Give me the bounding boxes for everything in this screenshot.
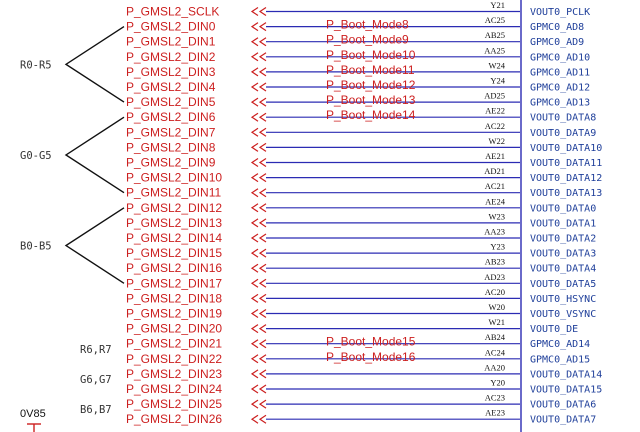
- pin-ball-label: W24: [488, 60, 505, 71]
- signal-name-label: P_GMSL2_DIN5: [126, 95, 216, 110]
- pin-ball-label: AB24: [484, 332, 505, 343]
- group-brackets: [27, 27, 124, 432]
- pin-ball-label: AE23: [485, 407, 505, 418]
- off-page-connector-icon: [252, 128, 266, 136]
- pin-ball-label: AD23: [484, 271, 505, 282]
- group-label: B0-B5: [20, 240, 52, 253]
- signal-name-label: P_GMSL2_DIN22: [126, 351, 223, 366]
- off-page-connector-icon: [252, 38, 266, 46]
- net-name-label: VOUT0_HSYNC: [530, 293, 597, 305]
- net-name-label: VOUT0_DATA11: [530, 158, 603, 169]
- boot-mode-label: P_Boot_Mode13: [326, 93, 416, 108]
- off-page-connector-icon: [252, 8, 266, 16]
- net-name-label: GPMC0_AD12: [530, 82, 591, 94]
- net-name-label: VOUT0_DATA6: [530, 399, 597, 411]
- net-name-label: VOUT0_DATA14: [530, 369, 603, 381]
- net-name-label: VOUT0_DATA15: [530, 384, 603, 396]
- net-name-label: VOUT0_DATA9: [530, 127, 597, 139]
- pin-ball-label: AC24: [484, 347, 505, 358]
- pin-ball-label: AC25: [484, 15, 505, 26]
- signal-name-label: P_GMSL2_DIN20: [126, 321, 223, 336]
- net-name-label: GPMC0_AD13: [530, 97, 591, 109]
- signal-name-label: P_GMSL2_DIN18: [126, 291, 223, 306]
- net-name-label: GPMC0_AD14: [530, 339, 591, 351]
- off-page-connector-icon: [252, 53, 266, 61]
- group-bracket: [66, 117, 124, 193]
- net-name-label: GPMC0_AD11: [530, 67, 591, 79]
- net-name-label: VOUT0_DATA0: [530, 203, 597, 215]
- pin-ball-label: W20: [488, 302, 505, 312]
- net-name-label: VOUT0_DATA4: [530, 263, 597, 275]
- boot-mode-label: P_Boot_Mode10: [326, 47, 416, 62]
- off-page-connector-icon: [252, 68, 266, 76]
- off-page-connector-icon: [252, 204, 266, 212]
- off-page-connector-icon: [252, 310, 266, 318]
- net-name-label: VOUT0_VSYNC: [530, 309, 597, 320]
- signal-name-label: P_GMSL2_DIN25: [126, 397, 223, 412]
- pin-ball-label: W21: [488, 317, 505, 328]
- off-page-connector-icon: [252, 279, 266, 287]
- pin-ball-label: AD21: [484, 166, 505, 177]
- off-page-connector-icon: [252, 385, 266, 393]
- group-bracket: [66, 208, 124, 283]
- signal-name-label: P_GMSL2_DIN8: [126, 140, 216, 155]
- signal-name-label: P_GMSL2_DIN11: [126, 185, 222, 200]
- off-page-connector-icon: [252, 219, 266, 227]
- off-page-connector-icon: [252, 234, 266, 242]
- signal-name-label: P_GMSL2_DIN2: [126, 49, 216, 64]
- off-page-connector-icon: [252, 415, 266, 423]
- net-name-label: GPMC0_AD15: [530, 354, 591, 366]
- off-page-connector-icon: [252, 189, 266, 197]
- signal-name-label: P_GMSL2_DIN24: [126, 382, 223, 396]
- off-page-connector-icon: [252, 249, 266, 257]
- pin-ball-label: AC23: [484, 392, 505, 403]
- boot-mode-label: P_Boot_Mode8: [326, 17, 409, 32]
- signal-name-label: P_GMSL2_DIN16: [126, 261, 223, 276]
- net-name-label: VOUT0_DATA10: [530, 142, 603, 154]
- pin-ball-label: AC21: [484, 181, 505, 192]
- net-name-label: VOUT0_DATA8: [530, 112, 597, 124]
- off-page-connector-icon: [252, 325, 266, 333]
- signal-name-label: P_GMSL2_DIN4: [126, 80, 216, 94]
- net-name-label: GPMC0_AD8: [530, 22, 585, 34]
- net-name-label: VOUT0_PCLK: [530, 7, 591, 18]
- group-bracket: [66, 27, 124, 103]
- net-name-label: VOUT0_DATA13: [530, 188, 603, 200]
- net-name-label: GPMC0_AD9: [530, 37, 585, 49]
- pin-ball-label: AE24: [485, 196, 505, 207]
- signal-name-label: P_GMSL2_SCLK: [126, 4, 220, 19]
- pin-ball-label: AA25: [484, 45, 505, 56]
- pin-ball-label: AC20: [484, 286, 505, 297]
- signal-name-label: P_GMSL2_DIN10: [126, 170, 223, 185]
- boot-mode-label: P_Boot_Mode12: [326, 78, 416, 92]
- signal-name-label: P_GMSL2_DIN0: [126, 19, 216, 34]
- off-page-connector-icon: [252, 355, 266, 363]
- signal-name-label: P_GMSL2_DIN1: [126, 34, 216, 49]
- off-page-connector-icon: [252, 113, 266, 121]
- signal-name-label: P_GMSL2_DIN9: [126, 155, 216, 170]
- signal-name-label: P_GMSL2_DIN13: [126, 215, 223, 230]
- side-group-label: G6,G7: [80, 374, 112, 386]
- pin-ball-label: W23: [488, 211, 505, 222]
- net-name-label: VOUT0_DATA12: [530, 173, 603, 185]
- side-group-label: R6,R7: [80, 343, 112, 356]
- pin-ball-label: Y20: [490, 377, 505, 388]
- pin-ball-label: Y23: [490, 241, 505, 252]
- signal-name-label: P_GMSL2_DIN15: [126, 246, 223, 261]
- signal-name-label: P_GMSL2_DIN21: [126, 336, 223, 351]
- pin-ball-label: Y24: [490, 75, 505, 86]
- off-page-connector-icon: [252, 340, 266, 348]
- net-name-label: VOUT0_DATA5: [530, 278, 597, 290]
- off-page-connector-icon: [252, 98, 266, 106]
- boot-mode-label: P_Boot_Mode15: [326, 334, 416, 349]
- pin-ball-label: AE22: [485, 105, 505, 116]
- net-name-label: VOUT0_DATA2: [530, 233, 597, 245]
- pin-ball-label: AB23: [484, 256, 505, 267]
- boot-mode-label: P_Boot_Mode14: [326, 108, 416, 123]
- pin-ball-label: AB25: [484, 30, 505, 41]
- signal-name-label: P_GMSL2_DIN19: [126, 306, 223, 321]
- side-group-label: B6,B7: [80, 404, 112, 417]
- signal-name-label: P_GMSL2_DIN7: [126, 125, 216, 140]
- off-page-connector-icon: [252, 400, 266, 408]
- off-page-connector-icon: [252, 264, 266, 272]
- off-page-connector-icon: [252, 143, 266, 151]
- net-name-label: VOUT0_DE: [530, 324, 579, 336]
- net-name-label: VOUT0_DATA1: [530, 218, 597, 230]
- power-rail-label: 0V85: [20, 408, 46, 420]
- boot-mode-label: P_Boot_Mode9: [326, 32, 409, 47]
- signal-name-label: P_GMSL2_DIN14: [126, 231, 223, 245]
- net-name-label: VOUT0_DATA7: [530, 414, 597, 426]
- signal-name-label: P_GMSL2_DIN6: [126, 110, 216, 125]
- signal-name-label: P_GMSL2_DIN12: [126, 200, 223, 215]
- pin-ball-label: AA20: [484, 362, 505, 373]
- signal-name-label: P_GMSL2_DIN23: [126, 366, 223, 381]
- signal-name-label: P_GMSL2_DIN3: [126, 64, 216, 79]
- pin-ball-label: W22: [488, 135, 505, 146]
- pin-ball-label: AC22: [484, 120, 505, 131]
- signal-name-label: P_GMSL2_DIN26: [126, 412, 223, 427]
- pin-ball-label: AE21: [485, 151, 505, 161]
- signal-name-label: P_GMSL2_DIN17: [126, 276, 223, 291]
- net-name-label: VOUT0_DATA3: [530, 248, 597, 260]
- net-name-label: GPMC0_AD10: [530, 52, 591, 64]
- off-page-connectors: [252, 8, 266, 424]
- boot-mode-label: P_Boot_Mode11: [326, 62, 415, 77]
- pin-ball-label: AD25: [484, 90, 505, 101]
- group-label: R0-R5: [20, 59, 52, 72]
- boot-mode-label: P_Boot_Mode16: [326, 349, 416, 364]
- group-label: G0-G5: [20, 149, 52, 162]
- off-page-connector-icon: [252, 83, 266, 91]
- off-page-connector-icon: [252, 174, 266, 182]
- off-page-connector-icon: [252, 23, 266, 31]
- pin-ball-label: Y21: [490, 0, 505, 10]
- schematic-labels: [20, 0, 602, 426]
- off-page-connector-icon: [252, 159, 266, 167]
- off-page-connector-icon: [252, 294, 266, 302]
- off-page-connector-icon: [252, 370, 266, 378]
- pin-ball-label: AA23: [484, 226, 505, 237]
